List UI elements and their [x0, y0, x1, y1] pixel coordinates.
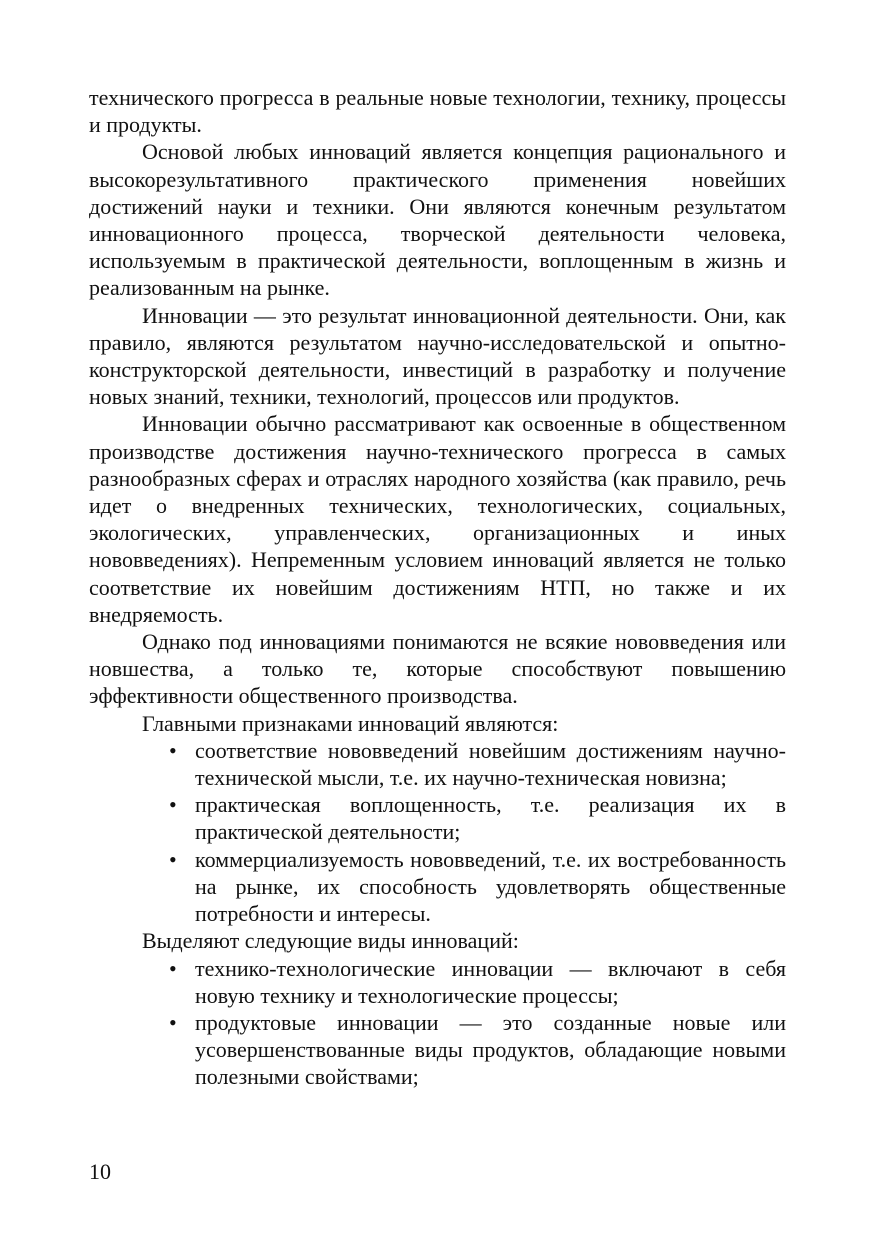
- paragraph-continuation: технического прогресса в реальные новые технологии, технику, процессы и продукты.: [89, 85, 786, 138]
- bullet-icon: •: [169, 846, 177, 872]
- list-item: • продуктовые инновации — это созданные новые или усовершенствованные виды продуктов, обладающие новыми полезными свойствами;: [169, 1009, 786, 1090]
- paragraph-efficiency: Однако под инновациями понимаются не всякие нововведения или новшества, а только те, которые способствуют повышению эффективности общественного производства.: [89, 629, 786, 709]
- paragraph-basis: Основой любых инноваций является концепция рационального и высокорезультативного практического применения новейших достижений науки и техники. Они являются конечным результатом инновационного процесса, творческой деятельности человека, используемым в практической деятельности, воплощенным в жизнь и реализованным на рынке.: [89, 139, 786, 301]
- bullet-icon: •: [169, 955, 177, 981]
- types-list: [89, 955, 786, 1091]
- signs-heading: Главными признаками инноваций являются:: [142, 710, 559, 736]
- page-number: 10: [89, 1159, 111, 1184]
- paragraph-definition: Инновации — это результат инновационной деятельности. Они, как правило, являются результатом научно-исследовательской и опытно-конструкторской деятельности, инвестиций в разработку и получение новых знаний, техники, технологий, процессов или продуктов.: [89, 302, 786, 410]
- list-item: • соответствие нововведений новейшим достижениям научно-технической мысли, т.е. их научно-техническая новизна;: [169, 737, 786, 791]
- bullet-icon: •: [169, 792, 177, 818]
- list-item: • технико-технологические инновации — включают в себя новую технику и технологические процессы;: [169, 955, 786, 1008]
- signs-list: [89, 737, 786, 927]
- list-item: • практическая воплощенность, т.е. реализация их в практической деятельности;: [169, 792, 786, 845]
- bullet-icon: •: [169, 737, 177, 763]
- bullet-icon: •: [169, 1009, 177, 1035]
- types-heading: Выделяют следующие виды инноваций:: [142, 928, 519, 954]
- list-item: • коммерциализуемость нововведений, т.е. их востребованность на рынке, их способность удовлетворять общественные потребности и интересы.: [169, 846, 786, 927]
- page-body: [89, 84, 786, 1091]
- paragraph-production: Инновации обычно рассматривают как освоенные в общественном производстве достижения научно-технического прогресса в самых разнообразных сферах и отраслях народного хозяйства (как правило, речь идет о внедренных технических, технологических, социальных, экологических, управленческих, организационных и иных нововведениях). Непременным условием инноваций является не только соответствие их новейшим достижениям НТП, но также и их внедряемость.: [89, 411, 786, 627]
